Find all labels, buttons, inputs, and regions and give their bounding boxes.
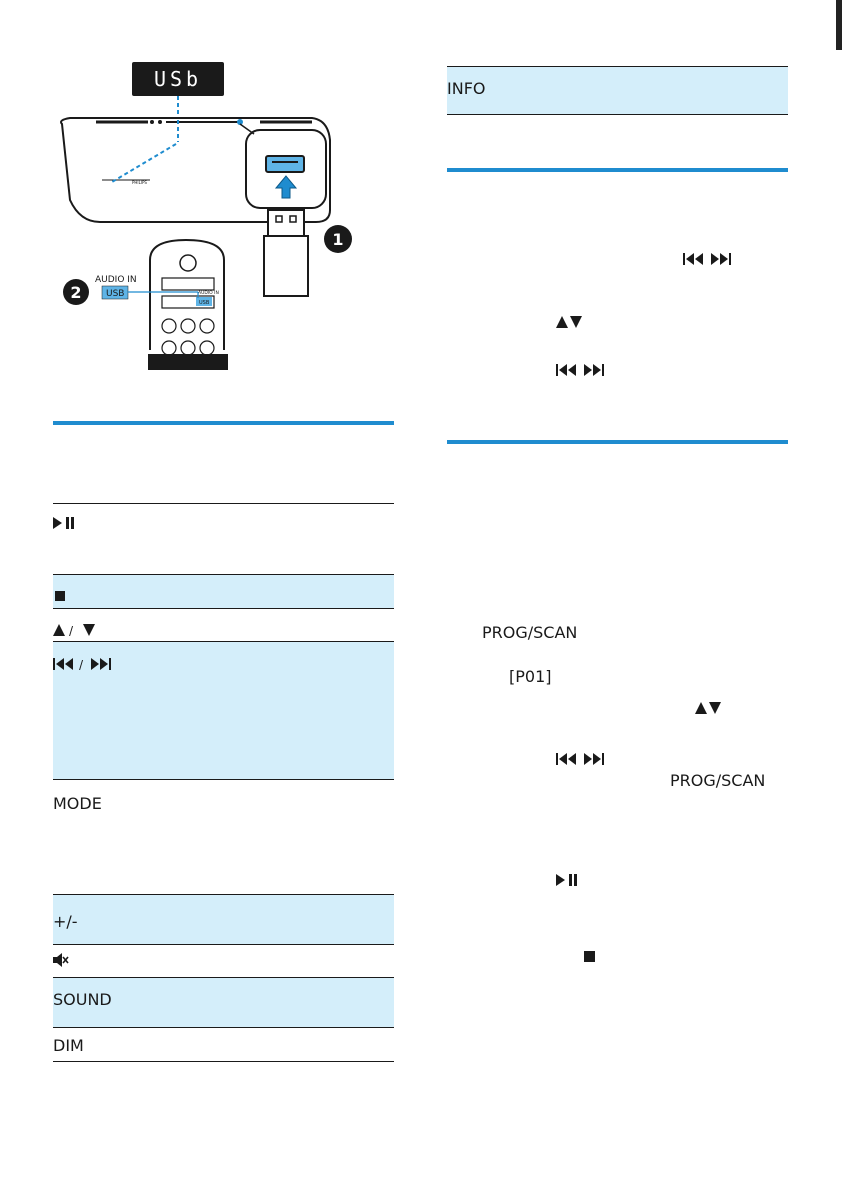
- svg-text:1: 1: [332, 230, 344, 249]
- stop-row: [53, 575, 394, 608]
- usb-stick: [264, 236, 308, 296]
- brand-small: PHILIPS: [132, 180, 147, 185]
- prev-next-icon: [53, 658, 115, 670]
- mode-label: MODE: [53, 794, 102, 813]
- prog-scan-label-2: PROG/SCAN: [670, 771, 766, 790]
- prog-scan-label-1: PROG/SCAN: [482, 623, 578, 642]
- svg-text:/: /: [79, 658, 84, 670]
- prev-next-icon: [556, 364, 606, 376]
- up-down-icon: [53, 624, 99, 636]
- volume-row: [53, 895, 394, 944]
- info-row: [447, 67, 788, 114]
- svg-text:2: 2: [70, 283, 82, 302]
- play-pause-icon: [556, 874, 582, 886]
- svg-text:AUDIO IN: AUDIO IN: [198, 291, 219, 296]
- right-section-rule-2: [447, 440, 788, 444]
- mute-icon: [53, 953, 69, 967]
- stop-icon: [55, 591, 65, 601]
- display-text: USb: [153, 67, 203, 91]
- prev-next-icon: [556, 753, 606, 765]
- up-down-icon: [556, 316, 582, 328]
- program-code: [P01]: [509, 667, 552, 686]
- volume-label: +/-: [53, 912, 78, 931]
- svg-text:USB: USB: [199, 300, 210, 306]
- prev-next-icon: [683, 253, 733, 265]
- up-down-icon: [695, 702, 721, 714]
- left-section-rule: [53, 421, 394, 425]
- usb-connection-illustration: [40, 50, 420, 380]
- right-section-rule-1: [447, 168, 788, 172]
- play-pause-icon: [53, 517, 79, 529]
- sound-label: SOUND: [53, 990, 112, 1009]
- dim-label: DIM: [53, 1036, 84, 1055]
- svg-text:/: /: [69, 624, 74, 636]
- info-label: INFO: [447, 79, 486, 98]
- audio-in-label: AUDIO IN: [95, 275, 137, 285]
- page-edge-bar: [836, 0, 842, 50]
- usb-label: USB: [106, 289, 125, 299]
- stop-icon: [584, 951, 595, 962]
